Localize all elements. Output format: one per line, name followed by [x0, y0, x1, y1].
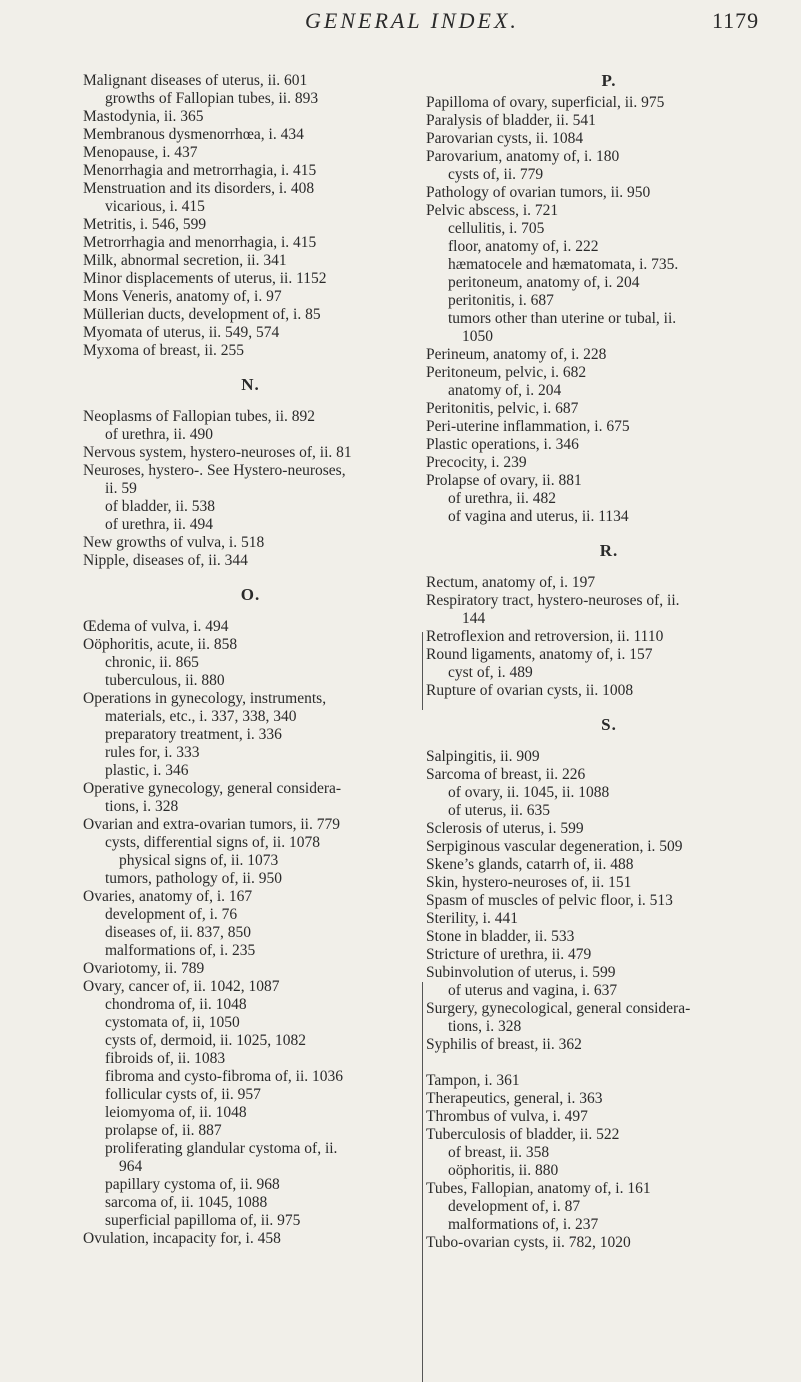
index-subentry: 144 — [462, 610, 486, 627]
index-subentry: of urethra, ii. 494 — [105, 516, 214, 533]
index-entry: Perineum, anatomy of, i. 228 — [426, 346, 607, 363]
index-entry: Surgery, gynecological, general considera- — [426, 1000, 691, 1017]
index-entry: Ovarian and extra-ovarian tumors, ii. 779 — [83, 816, 340, 833]
index-subentry: of vagina and uterus, ii. 1134 — [448, 508, 629, 525]
index-entry: Thrombus of vulva, i. 497 — [426, 1108, 588, 1125]
index-entry: Retroflexion and retroversion, ii. 1110 — [426, 628, 664, 645]
index-subentry: superficial papilloma of, ii. 975 — [105, 1212, 301, 1229]
index-entry: Neoplasms of Fallopian tubes, ii. 892 — [83, 408, 316, 425]
index-entry: Metrorrhagia and menorrhagia, i. 415 — [83, 234, 317, 251]
index-entry: Skin, hystero-neuroses of, ii. 151 — [426, 874, 632, 891]
section-gap — [426, 1054, 792, 1072]
running-title: GENERAL INDEX. — [305, 8, 519, 33]
page-number: 1179 — [712, 8, 760, 33]
index-entry: Ovary, cancer of, ii. 1042, 1087 — [83, 978, 280, 995]
index-subentry: preparatory treatment, i. 336 — [105, 726, 282, 743]
index-subentry: of bladder, ii. 538 — [105, 498, 216, 515]
index-subentry: of urethra, ii. 490 — [105, 426, 214, 443]
index-subentry: floor, anatomy of, i. 222 — [448, 238, 599, 255]
index-subentry: cystomata of, ii, 1050 — [105, 1014, 240, 1031]
index-subentry: diseases of, ii. 837, 850 — [105, 924, 251, 941]
index-entry: Peri-uterine inflammation, i. 675 — [426, 418, 630, 435]
margin-rule — [422, 632, 423, 710]
index-subentry: plastic, i. 346 — [105, 762, 189, 779]
index-entry: Malignant diseases of uterus, ii. 601 — [83, 72, 308, 89]
index-subentry: prolapse of, ii. 887 — [105, 1122, 222, 1139]
index-subentry: tuberculous, ii. 880 — [105, 672, 225, 689]
index-entry: Myxoma of breast, ii. 255 — [83, 342, 245, 359]
index-entry: Precocity, i. 239 — [426, 454, 527, 471]
index-subentry: tumors, pathology of, ii. 950 — [105, 870, 282, 887]
index-entry: Oöphoritis, acute, ii. 858 — [83, 636, 238, 653]
index-subentry: vicarious, i. 415 — [105, 198, 205, 215]
index-entry: Prolapse of ovary, ii. 881 — [426, 472, 582, 489]
index-entry: Rectum, anatomy of, i. 197 — [426, 574, 596, 591]
index-subentry: growths of Fallopian tubes, ii. 893 — [105, 90, 319, 107]
index-subentry: cysts, differential signs of, ii. 1078 — [105, 834, 320, 851]
index-entry: Salpingitis, ii. 909 — [426, 748, 540, 765]
index-entry: Skene’s glands, catarrh of, ii. 488 — [426, 856, 634, 873]
index-subentry: malformations of, i. 237 — [448, 1216, 599, 1233]
index-subentry: cellulitis, i. 705 — [448, 220, 545, 237]
index-entry: Rupture of ovarian cysts, ii. 1008 — [426, 682, 634, 699]
index-entry: Membranous dysmenorrhœa, i. 434 — [83, 126, 304, 143]
index-entry: Subinvolution of uterus, i. 599 — [426, 964, 616, 981]
index-entry: Müllerian ducts, development of, i. 85 — [83, 306, 321, 323]
index-subentry: fibroma and cysto-fibroma of, ii. 1036 — [105, 1068, 344, 1085]
index-subentry: fibroids of, ii. 1083 — [105, 1050, 226, 1067]
index-entry: Tubes, Fallopian, anatomy of, i. 161 — [426, 1180, 651, 1197]
index-entry: Ovariotomy, ii. 789 — [83, 960, 205, 977]
index-entry: Neuroses, hystero-. See Hystero-neuroses, — [83, 462, 346, 479]
index-entry: New growths of vulva, i. 518 — [83, 534, 265, 551]
index-entry: Menorrhagia and metrorrhagia, i. 415 — [83, 162, 317, 179]
index-entry: Respiratory tract, hystero-neuroses of, ii. — [426, 592, 680, 609]
index-entry: Sclerosis of uterus, i. 599 — [426, 820, 584, 837]
index-entry: Syphilis of breast, ii. 362 — [426, 1036, 582, 1053]
index-subentry: chronic, ii. 865 — [105, 654, 199, 671]
running-head — [0, 8, 801, 38]
index-subentry: development of, i. 87 — [448, 1198, 581, 1215]
index-subentry: leiomyoma of, ii. 1048 — [105, 1104, 247, 1121]
index-subentry: of urethra, ii. 482 — [448, 490, 557, 507]
index-subentry: ii. 59 — [105, 480, 137, 497]
index-subentry: peritoneum, anatomy of, i. 204 — [448, 274, 640, 291]
index-subentry: tions, i. 328 — [448, 1018, 522, 1035]
index-subentry: hæmatocele and hæmatomata, i. 735. — [448, 256, 679, 273]
index-entry: Plastic operations, i. 346 — [426, 436, 579, 453]
index-subentry: cysts of, ii. 779 — [448, 166, 544, 183]
index-entry: Tampon, i. 361 — [426, 1072, 520, 1089]
index-entry: Spasm of muscles of pelvic floor, i. 513 — [426, 892, 673, 909]
index-subentry: physical signs of, ii. 1073 — [119, 852, 279, 869]
index-subentry: tumors other than uterine or tubal, ii. — [448, 310, 677, 327]
index-entry: Nipple, diseases of, ii. 344 — [83, 552, 248, 569]
index-subentry: proliferating glandular cystoma of, ii. — [105, 1140, 338, 1157]
index-entry: Peritoneum, pelvic, i. 682 — [426, 364, 587, 381]
index-subentry: development of, i. 76 — [105, 906, 238, 923]
index-subentry: oöphoritis, ii. 880 — [448, 1162, 559, 1179]
index-entry: Papilloma of ovary, superficial, ii. 975 — [426, 94, 665, 111]
index-entry: Minor displacements of uterus, ii. 1152 — [83, 270, 327, 287]
index-subentry: chondroma of, ii. 1048 — [105, 996, 247, 1013]
index-entry: Operations in gynecology, instruments, — [83, 690, 327, 707]
index-subentry: of breast, ii. 358 — [448, 1144, 550, 1161]
index-entry: Operative gynecology, general considera- — [83, 780, 342, 797]
index-subentry: of uterus, ii. 635 — [448, 802, 551, 819]
section-letter: S. — [601, 715, 617, 734]
index-subentry: papillary cystoma of, ii. 968 — [105, 1176, 280, 1193]
index-entry: Menopause, i. 437 — [83, 144, 198, 161]
index-entry: Œdema of vulva, i. 494 — [83, 618, 229, 635]
index-entry: Parovarian cysts, ii. 1084 — [426, 130, 584, 147]
index-subentry: 964 — [119, 1158, 143, 1175]
index-entry: Nervous system, hystero-neuroses of, ii. 81 — [83, 444, 352, 461]
index-entry: Sterility, i. 441 — [426, 910, 518, 927]
index-entry: Milk, abnormal secretion, ii. 341 — [83, 252, 287, 269]
index-entry: Serpiginous vascular degeneration, i. 509 — [426, 838, 683, 855]
section-letter: N. — [241, 375, 260, 394]
index-subentry: follicular cysts of, ii. 957 — [105, 1086, 261, 1103]
index-subentry: sarcoma of, ii. 1045, 1088 — [105, 1194, 268, 1211]
index-subentry: malformations of, i. 235 — [105, 942, 256, 959]
index-entry: Ovaries, anatomy of, i. 167 — [83, 888, 253, 905]
index-entry: Sarcoma of breast, ii. 226 — [426, 766, 586, 783]
section-letter: R. — [599, 541, 619, 560]
index-column-right — [426, 72, 792, 1252]
margin-rule — [422, 982, 423, 1382]
index-subentry: materials, etc., i. 337, 338, 340 — [105, 708, 297, 725]
index-subentry: anatomy of, i. 204 — [448, 382, 562, 399]
index-entry: Peritonitis, pelvic, i. 687 — [426, 400, 579, 417]
index-entry: Menstruation and its disorders, i. 408 — [83, 180, 315, 197]
index-subentry: peritonitis, i. 687 — [448, 292, 554, 309]
index-entry: Round ligaments, anatomy of, i. 157 — [426, 646, 653, 663]
index-subentry: rules for, i. 333 — [105, 744, 200, 761]
index-entry: Parovarium, anatomy of, i. 180 — [426, 148, 620, 165]
section-letter: O. — [240, 585, 261, 604]
index-entry: Paralysis of bladder, ii. 541 — [426, 112, 596, 129]
index-subentry: of uterus and vagina, i. 637 — [448, 982, 618, 999]
index-entry: Tuberculosis of bladder, ii. 522 — [426, 1126, 620, 1143]
index-subentry: 1050 — [462, 328, 493, 345]
index-entry: Stone in bladder, ii. 533 — [426, 928, 575, 945]
index-entry: Mastodynia, ii. 365 — [83, 108, 204, 125]
index-subentry: of ovary, ii. 1045, ii. 1088 — [448, 784, 610, 801]
index-entry: Tubo-ovarian cysts, ii. 782, 1020 — [426, 1234, 631, 1251]
index-entry: Stricture of urethra, ii. 479 — [426, 946, 592, 963]
index-column-left — [83, 72, 418, 1248]
index-subentry: cyst of, i. 489 — [448, 664, 533, 681]
index-entry: Ovulation, incapacity for, i. 458 — [83, 1230, 281, 1247]
index-entry: Pathology of ovarian tumors, ii. 950 — [426, 184, 651, 201]
index-entry: Pelvic abscess, i. 721 — [426, 202, 559, 219]
index-entry: Therapeutics, general, i. 363 — [426, 1090, 603, 1107]
index-entry: Mons Veneris, anatomy of, i. 97 — [83, 288, 282, 305]
index-subentry: tions, i. 328 — [105, 798, 179, 815]
section-letter: P. — [601, 71, 617, 90]
index-entry: Metritis, i. 546, 599 — [83, 216, 207, 233]
index-entry: Myomata of uterus, ii. 549, 574 — [83, 324, 280, 341]
index-subentry: cysts of, dermoid, ii. 1025, 1082 — [105, 1032, 307, 1049]
